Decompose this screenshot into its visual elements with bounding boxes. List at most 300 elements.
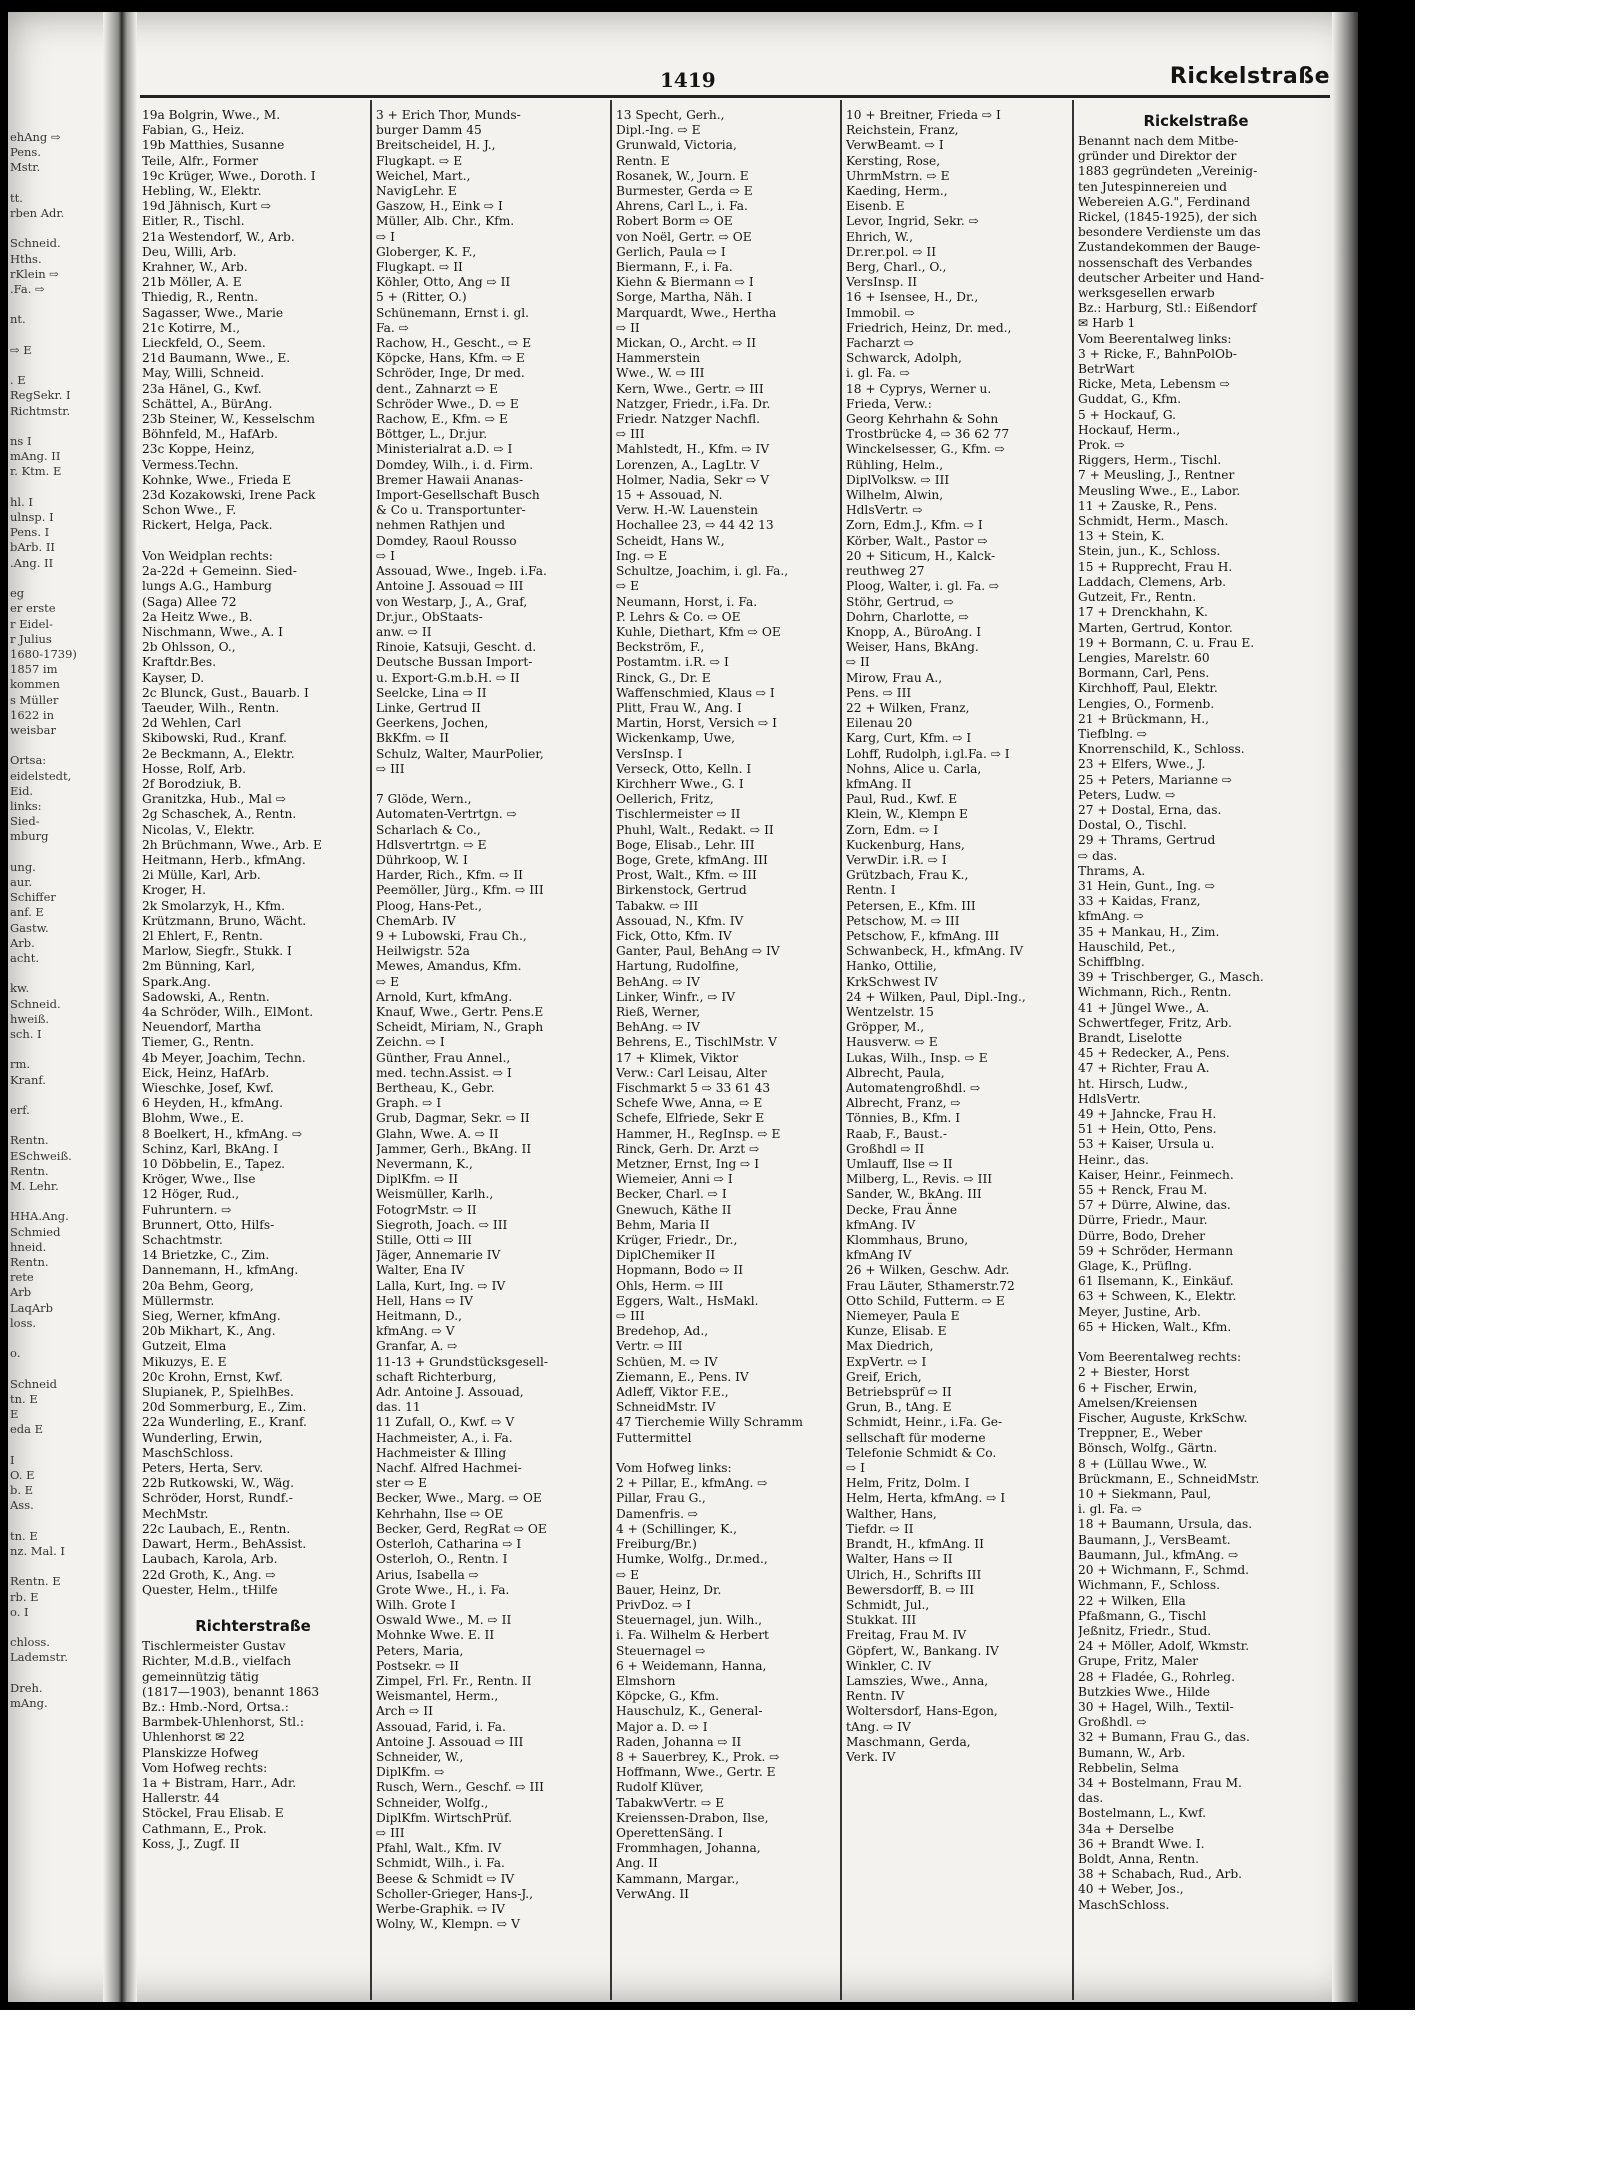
directory-entry-line: Schüen, M. ⇨ IV [616,1354,718,1369]
directory-entry-line [10,571,102,586]
directory-entry-line: FotogrMstr. ⇨ II [376,1202,477,1217]
directory-entry-line: Betriebsprüf ⇨ II [846,1385,952,1400]
directory-entry-line: Peters, Maria, [376,1643,464,1658]
directory-entry-line: 49 + Jahncke, Frau H. [1078,1107,1217,1121]
directory-entry-line: Automatengroßhdl. ⇨ [846,1081,981,1095]
directory-entry-line [10,480,102,495]
directory-entry-line: Gnewuch, Käthe II [616,1202,732,1217]
directory-entry-line [376,777,604,792]
directory-entry-line: Reichstein, Franz, [846,123,959,138]
directory-entry-line: Frommhagen, Johanna, [616,1841,761,1856]
directory-entry-line [10,176,102,191]
directory-entry-line: i. gl. Fa. ⇨ [1078,1502,1142,1517]
directory-entry-line: Lademstr. [10,1650,68,1665]
directory-entry-line: Peemöller, Jürg., Kfm. ⇨ III [376,883,544,898]
directory-entry-line: Friedr. Natzger Nachfl. [616,412,760,427]
directory-entry-line: Natzger, Friedr., i.Fa. Dr. [616,396,771,411]
directory-entry-line: 32 + Bumann, Frau G., das. [1078,1730,1250,1745]
directory-entry-line: Schiffblng. [1078,954,1145,969]
directory-entry-line: rm. [10,1057,31,1072]
directory-entry-line: Pillar, Frau G., [616,1491,706,1506]
directory-entry-line: 22a Wunderling, E., Kranf. [142,1415,307,1430]
directory-entry-line: Tiemer, G., Rentn. [142,1035,255,1050]
directory-entry-line: Bz.: Hmb.-Nord, Ortsa.: [142,1699,289,1714]
directory-entry-line: acht. [10,950,39,965]
directory-entry-line: Pens. I [10,525,50,540]
directory-entry-line: Kaiser, Heinr., Feinmech. [1078,1167,1234,1182]
directory-entry-line: 21d Baumann, Wwe., E. [142,351,291,366]
directory-entry-line [10,966,102,981]
directory-entry-line: PrivDoz. ⇨ I [616,1597,691,1612]
directory-entry-line: Birkenstock, Gertrud [616,883,747,898]
directory-entry-line: Gerlich, Paula ⇨ I [616,244,726,259]
directory-entry-line: Müllermstr. [142,1293,215,1308]
directory-entry-line: Pens. ⇨ III [846,685,912,700]
directory-entry-line: VersInsp. II [846,275,918,290]
directory-entry-line: 38 + Schabach, Rud., Arb. [1078,1867,1243,1882]
directory-entry-line: Petschow, F., kfmAng. III [846,928,1000,943]
directory-entry-line: Eilenau 20 [846,716,913,731]
directory-entry-line: Boge, Elisab., Lehr. III [616,837,755,852]
directory-entry-line: ⇨ I [376,229,395,244]
directory-entry-line: Heitmann, D., [376,1309,462,1324]
directory-entry-line: Grun, B., tAng. E [846,1400,952,1415]
directory-entry-line: Kranf. [10,1072,46,1087]
directory-entry-line: Zimpel, Frl. Fr., Rentn. II [376,1673,532,1688]
directory-entry-line [10,1194,102,1209]
directory-entry-line: lungs A.G., Hamburg [142,579,272,594]
directory-entry-line: Hebling, W., Elektr. [142,184,262,199]
directory-entry-line: 53 + Kaiser, Ursula u. [1078,1137,1215,1152]
directory-entry-line: ⇨ I [376,548,395,563]
directory-entry-line [10,328,102,343]
directory-entry-line: KrkSchwest IV [846,974,938,989]
directory-entry-line: Scheidt, Miriam, N., Graph [376,1020,544,1035]
directory-entry-line: 19 + Bormann, C. u. Frau E. [1078,635,1255,650]
directory-entry-line: Antoine J. Assouad ⇨ III [376,579,524,594]
directory-entry-line: Hachmeister, A., i. Fa. [376,1430,513,1445]
directory-entry-line: 1883 gegründeten „Vereinig- [1078,164,1258,179]
directory-entry-line: 51 + Hein, Otto, Pens. [1078,1122,1217,1137]
directory-entry-line: Lengies, Marelstr. 60 [1078,650,1210,665]
directory-entry-line: 10 + Siekmann, Paul, [1078,1487,1212,1502]
directory-entry-line: 15 + Assouad, N. [616,488,723,503]
directory-entry-line: Dohrn, Charlotte, ⇨ [846,609,969,624]
directory-entry-line: Fischmarkt 5 ⇨ 33 61 43 [616,1081,771,1095]
directory-entry-line: Pfaßmann, G., Tischl [1078,1608,1207,1623]
directory-entry-line: Scholler-Grieger, Hans-J., [376,1886,534,1901]
directory-entry-line: mAng. [10,1695,48,1710]
directory-entry-line: Rinoie, Katsuji, Gescht. d. [376,640,537,655]
directory-entry-line: 2g Schaschek, A., Rentn. [142,807,297,822]
directory-entry-line: 40 + Weber, Jos., [1078,1882,1184,1897]
directory-entry-line: Günther, Frau Annel., [376,1050,511,1065]
directory-entry-line: Georg Kehrhahn & Sohn [846,412,999,427]
directory-entry-line: Kaeding, Herm., [846,184,948,199]
directory-entry-line: Osterloh, O., Rentn. I [376,1552,508,1567]
directory-entry-line: dent., Zahnarzt ⇨ E [376,381,499,396]
directory-entry-line: erf. [10,1103,30,1117]
directory-entry-line: VerwAng. II [616,1886,689,1901]
directory-entry-line: Schiffer [10,890,56,905]
directory-entry-line: Nachf. Alfred Hachmei- [376,1461,522,1476]
directory-entry-line: Brandt, H., kfmAng. II [846,1537,984,1552]
directory-entry-line: Maschmann, Gerda, [846,1734,971,1749]
directory-entry-line: Schon Wwe., F. [142,503,237,518]
directory-entry-line: Jammer, Gerh., BkAng. II [376,1141,532,1156]
directory-entry-line: von Noël, Gertr. ⇨ OE [616,229,752,244]
directory-entry-line: Beese & Schmidt ⇨ IV [376,1871,515,1886]
directory-entry-line: DiplChemiker II [616,1248,716,1263]
directory-entry-line: Oswald Wwe., M. ⇨ II [376,1613,512,1628]
directory-entry-line: Ricke, Meta, Lebensm ⇨ [1078,377,1230,392]
directory-entry-line: nt. [10,312,26,327]
directory-entry-line: TabakwVertr. ⇨ E [616,1795,725,1810]
directory-entry-line: OperettenSäng. I [616,1825,723,1840]
directory-entry-line: Zorn, Edm. ⇨ I [846,822,939,837]
directory-entry-line: Granfar, A. ⇨ [376,1339,458,1354]
directory-entry-line: 24 + Wilken, Paul, Dipl.-Ing., [846,989,1026,1004]
directory-entry-line: Stöhr, Gertrud, ⇨ [846,594,954,609]
directory-entry-line: Hauschulz, K., General- [616,1704,763,1719]
directory-entry-line: 6 + Fischer, Erwin, [1078,1380,1198,1395]
directory-entry-line: Blohm, Wwe., E. [142,1111,244,1126]
directory-entry-line: Thrams, A. [1078,863,1146,878]
directory-entry-line: 34 + Bostelmann, Frau M. [1078,1775,1242,1790]
directory-entry-line: kfmAng. ⇨ [1078,909,1144,924]
directory-entry-line: Wwe., W. ⇨ III [616,366,705,381]
directory-entry-line: Globerger, K. F., [376,244,477,259]
directory-entry-line: Weiser, Hans, BkAng. [846,640,979,655]
directory-entry-line: kw. [10,981,30,996]
directory-entry-line: 26 + Wilken, Geschw. Adr. [846,1263,1010,1278]
directory-entry-line: 8 + Sauerbrey, K., Prok. ⇨ [616,1749,780,1764]
directory-entry-line: Wickenkamp, Uwe, [616,731,736,746]
directory-entry-line: Köhler, Otto, Ang ⇨ II [376,275,511,290]
directory-entry-line: Verw. H.-W. Lauenstein [616,503,758,518]
directory-entry-line: 18 + Cyprys, Werner u. [846,381,992,396]
directory-entry-line: Dürre, Bodo, Dreher [1078,1228,1206,1243]
street-heading: Rickelstraße [1143,112,1249,130]
directory-entry-line: Osterloh, Catharina ⇨ I [376,1537,522,1552]
directory-entry-line: (Saga) Allee 72 [142,594,237,609]
directory-entry-line: Tischlermeister ⇨ II [616,807,741,822]
directory-entry-line: kommen [10,677,60,692]
directory-entry-line: LaqArb [10,1300,54,1315]
directory-entry-line: 2 + Pillar, E., kfmAng. ⇨ [616,1476,768,1491]
directory-column-4 [846,108,1066,1765]
directory-entry-line: Adr. Antoine J. Assouad, [376,1385,524,1400]
directory-entry-line: Kersting, Rose, [846,153,941,168]
directory-entry-line: Petersen, E., Kfm. III [846,898,976,913]
directory-entry-line: Hosse, Rolf, Arb. [142,761,246,776]
directory-entry-line: Verw.: Carl Leisau, Alter [616,1065,767,1080]
directory-entry-line: Berg, Charl., O., [846,260,947,275]
directory-entry-line: Sieg, Werner, kfmAng. [142,1309,281,1324]
directory-entry-line: Wichmann, Rich., Rentn. [1078,985,1232,1000]
directory-entry-line: Schefe, Elfriede, Sekr E [616,1111,765,1126]
directory-entry-line: Verseck, Otto, Kelln. I [616,761,752,776]
directory-entry-line: Nicolas, V., Elektr. [142,822,255,837]
directory-entry-line: Sadowski, A., Rentn. [142,989,270,1004]
directory-entry-line: Hochallee 23, ⇨ 44 42 13 [616,518,774,533]
directory-entry-line: Boldt, Anna, Rentn. [1078,1851,1200,1866]
directory-entry-line: Deutsche Bussan Import- [376,655,533,670]
directory-entry-line: Peters, Ludw. ⇨ [1078,787,1176,802]
directory-entry-line: Flugkapt. ⇨ II [376,260,463,275]
directory-entry-line: 6 + Weidemann, Hanna, [616,1658,767,1673]
directory-entry-line: Hammerstein [616,351,701,366]
directory-entry-line: hl. I [10,494,33,509]
directory-entry-line: Kraftdr.Bes. [142,655,217,670]
directory-entry-line: RegSekr. I [10,388,71,403]
directory-entry-line: (1817—1903), benannt 1863 [142,1684,320,1699]
directory-entry-line: burger Damm 45 [376,123,482,138]
directory-entry-line: 35 + Mankau, H., Zim. [1078,924,1220,939]
directory-entry-line: Ang. II [616,1856,658,1871]
directory-entry-line: Heilwigstr. 52a [376,944,470,959]
directory-entry-line: Ziemann, E., Pens. IV [616,1369,749,1384]
directory-entry-line: Knorrenschild, K., Schloss. [1078,742,1245,757]
directory-entry-line: Koss, J., Zugf. II [142,1836,240,1851]
directory-column-5 [1078,108,1314,1913]
directory-entry-line: Rieß, Werner, [616,1004,701,1019]
directory-entry-line: ns I [10,434,32,449]
directory-entry-line: Siegroth, Joach. ⇨ III [376,1217,508,1232]
directory-entry-line: Boge, Grete, kfmAng. III [616,852,768,867]
directory-entry-line: 36 + Brandt Wwe. I. [1078,1836,1205,1851]
book-gutter [103,12,137,2002]
directory-entry-line: Vom Beerentalweg links: [1078,331,1232,346]
directory-entry-line: DiplKfm. WirtschPrüf. [376,1810,512,1825]
column-divider [370,100,372,2000]
directory-entry-line: 15 + Rupprecht, Frau H. [1078,559,1233,574]
directory-entry-line: Lukas, Wilh., Insp. ⇨ E [846,1050,988,1065]
directory-entry-line: Stukkat. III [846,1613,917,1628]
directory-entry-line: 8 + (Lüllau Wwe., W. [1078,1456,1208,1471]
directory-entry-line: Laddach, Clemens, Arb. [1078,574,1227,589]
directory-entry-line: 2d Wehlen, Carl [142,716,242,731]
directory-entry-line: Levor, Ingrid, Sekr. ⇨ [846,214,979,229]
directory-entry-line: r Eidel- [10,616,53,631]
directory-entry-line: 63 + Schween, K., Elektr. [1078,1289,1237,1304]
directory-entry-line: nossenschaft des Verbandes [1078,255,1253,270]
directory-entry-line: Schünemann, Ernst i. gl. [376,305,530,320]
directory-entry-line: anw. ⇨ II [376,624,432,639]
directory-entry-line: ⇨ E [616,1567,639,1582]
directory-entry-line: Niemeyer, Paula E [846,1309,960,1324]
directory-entry-line: MaschSchloss. [1078,1897,1170,1912]
directory-entry-line: Tiefblng. ⇨ [1078,726,1148,741]
directory-entry-line: Knopp, A., BüroAng. I [846,624,982,639]
directory-entry-line: Telefonie Schmidt & Co. [846,1445,997,1460]
directory-entry-line: Schwarck, Adolph, [846,351,962,366]
directory-entry-line: Vertr. ⇨ III [616,1339,683,1354]
directory-entry-line: 21b Möller, A. E [142,275,242,290]
directory-entry-line: Heitmann, Herb., kfmAng. [142,852,306,867]
directory-entry-line: MaschSchloss. [142,1445,234,1460]
directory-entry-line: Becker, Charl. ⇨ I [616,1187,727,1202]
directory-entry-line: Kammann, Margar., [616,1871,740,1886]
directory-entry-line: Plitt, Frau W., Ang. I [616,700,742,715]
directory-entry-line: Meusling Wwe., E., Labor. [1078,483,1241,498]
directory-entry-line: .Fa. ⇨ [10,282,45,297]
directory-entry-line: nz. Mal. I [10,1543,65,1558]
directory-entry-line: 45 + Redecker, A., Pens. [1078,1046,1230,1061]
directory-entry-line: ⇨ III [376,761,405,776]
directory-entry-line: 2m Bünning, Karl, [142,959,255,974]
directory-entry-line: kfmAng. II [846,776,912,791]
directory-entry-line: eda E [10,1422,44,1437]
directory-entry-line: ⇨ I [846,1461,865,1476]
directory-entry-line: ulnsp. I [10,510,54,525]
directory-entry-line: Wieschke, Josef, Kwf. [142,1081,274,1095]
directory-entry-line: Tiefdr. ⇨ II [846,1521,914,1536]
directory-entry-line: E [10,1407,19,1422]
directory-entry-line: Grote Wwe., H., i. Fa. [376,1582,510,1597]
directory-entry-line: Import-Gesellschaft Busch [376,488,540,503]
directory-entry-line: May, Willi, Schneid. [142,366,265,381]
directory-entry-line: Hell, Hans ⇨ IV [376,1293,473,1308]
directory-entry-line: Planskizze Hofweg [142,1745,259,1760]
directory-entry-line: 2h Brüchmann, Wwe., Arb. E [142,837,322,852]
directory-entry-line: Mahlstedt, H., Kfm. ⇨ IV [616,442,770,457]
directory-entry-line: Humke, Wolfg., Dr.med., [616,1552,768,1567]
directory-entry-line: Steuernagel ⇨ [616,1643,706,1658]
directory-entry-line: Amelsen/Kreiensen [1078,1395,1198,1410]
directory-entry-line: Hallerstr. 44 [142,1791,220,1806]
directory-entry-line: gründer und Direktor der [1078,149,1237,164]
directory-entry-line: 1622 in [10,707,55,722]
directory-entry-line: Walter, Ena IV [376,1263,465,1278]
directory-entry-line: Winckelsesser, G., Kfm. ⇨ [846,442,1005,457]
directory-entry-line: Becker, Wwe., Marg. ⇨ OE [376,1491,542,1506]
directory-entry-line: werksgesellen erwarb [1078,286,1215,301]
directory-entry-line: Hausverw. ⇨ E [846,1035,938,1050]
directory-column-1 [142,108,364,1852]
directory-entry-line: Vom Hofweg rechts: [142,1760,268,1775]
directory-entry-line: gemeinnützig tätig [142,1669,259,1684]
directory-entry-line: 21c Kotirre, M., [142,320,240,335]
directory-entry-line [10,1666,102,1681]
directory-entry-line: Brunnert, Otto, Hilfs- [142,1217,275,1232]
directory-entry-line: Kreienssen-Drabon, Ilse, [616,1810,769,1825]
directory-entry-line: 3 + Erich Thor, Munds- [376,108,521,122]
directory-entry-line: Ganter, Paul, BehAng ⇨ IV [616,944,780,959]
directory-entry-line: eg [10,586,25,601]
directory-entry-line: Marten, Gertrud, Kontor. [1078,620,1233,635]
directory-entry-line: reuthweg 27 [846,564,925,579]
directory-entry-line: u. Export-G.m.b.H. ⇨ II [376,670,520,685]
directory-entry-line: Krahner, W., Arb. [142,260,248,275]
directory-entry-line: Major a. D. ⇨ I [616,1719,708,1734]
directory-entry-line: mburg [10,829,49,844]
directory-entry-line: 5 + (Ritter, O.) [376,290,467,305]
directory-entry-line: 4 + (Schillinger, K., [616,1521,738,1536]
directory-entry-line: Bormann, Carl, Pens. [1078,666,1210,681]
directory-entry-line: tn. E [10,1528,38,1543]
directory-entry-line: Bremer Hawaii Ananas- [376,472,524,487]
directory-entry-line: 2i Mülle, Karl, Arb. [142,868,261,883]
directory-entry-line: eidelstedt, [10,768,72,783]
directory-entry-line: Bostelmann, L., Kwf. [1078,1806,1207,1821]
directory-entry-line: 28 + Fladée, G., Rohrleg. [1078,1669,1235,1684]
directory-entry-line: Granitzka, Hub., Mal ⇨ [142,792,286,807]
directory-entry-line: Schröder Wwe., D. ⇨ E [376,396,519,411]
directory-entry-line: 4b Meyer, Joachim, Techn. [142,1050,306,1065]
directory-entry-line: Greif, Erich, [846,1369,922,1384]
directory-entry-line: 1680-1739) [10,646,77,661]
directory-entry-line: Schmidt, Wilh., i. Fa. [376,1856,505,1871]
directory-entry-line: Skibowski, Rud., Kranf. [142,731,287,746]
directory-entry-line: Phuhl, Walt., Redakt. ⇨ II [616,822,774,837]
directory-entry-line: Schultze, Joachim, i. gl. Fa., [616,564,789,579]
directory-entry-line: Tischlermeister Gustav [142,1639,286,1654]
directory-entry-line: 20 + Siticum, H., Kalck- [846,548,996,563]
directory-entry-line: Mewes, Amandus, Kfm. [376,959,522,974]
directory-entry-line: 17 + Klimek, Viktor [616,1050,739,1065]
directory-entry-line: Köpcke, G., Kfm. [616,1689,720,1704]
directory-entry-line: Benannt nach dem Mitbe- [1078,134,1239,148]
directory-entry-line: Beckström, F., [616,640,705,655]
directory-entry-line: HdlsVertr. [1078,1091,1141,1106]
directory-entry-line: Assouad, Wwe., Ingeb. i.Fa. [376,564,547,579]
directory-entry-line: Becker, Gerd, RegRat ⇨ OE [376,1521,547,1536]
directory-entry-line: Stein, jun., K., Schloss. [1078,544,1221,559]
directory-entry-line: Decke, Frau Änne [846,1202,958,1217]
directory-entry-line: Schefe Wwe, Anna, ⇨ E [616,1096,763,1111]
directory-entry-line: Rentn. I [846,883,896,898]
directory-entry-line: Oellerich, Fritz, [616,792,714,807]
directory-entry-line: 4a Schröder, Wilh., ElMont. [142,1004,314,1019]
directory-entry-line: Lamszies, Wwe., Anna, [846,1673,989,1688]
directory-entry-line: Woltersdorf, Hans-Egon, [846,1704,998,1719]
directory-entry-line: Schröder, Inge, Dr med. [376,366,525,381]
directory-entry-line: Hoffmann, Wwe., Gertr. E [616,1765,776,1780]
directory-entry-line: DiplVolksw. ⇨ III [846,472,950,487]
directory-entry-line: Behrens, E., TischlMstr. V [616,1035,777,1050]
directory-entry-line [10,1513,102,1528]
directory-entry-line: Lohff, Rudolph, i.gl.Fa. ⇨ I [846,746,1010,761]
directory-entry-line: nehmen Rathjen und [376,518,506,533]
directory-entry-line: 20b Mikhart, K., Ang. [142,1324,276,1339]
directory-entry-line: Quester, Helm., tHilfe [142,1582,278,1597]
directory-entry-line: Ortsa: [10,753,47,768]
directory-entry-line: Dreh. [10,1680,43,1695]
directory-entry-line: 27 + Dostal, Erna, das. [1078,802,1222,817]
directory-entry-line: BehAng. ⇨ IV [616,1020,700,1035]
directory-entry-line: Schneider, W., [376,1749,464,1764]
directory-entry-line: Damenfris. ⇨ [616,1506,699,1521]
directory-entry-line: Hdlsvertrtgn. ⇨ E [376,837,487,852]
directory-entry-line: Grupe, Fritz, Maler [1078,1654,1199,1669]
directory-entry-line: Rachow, H., Gescht., ⇨ E [376,336,532,351]
directory-entry-line: Thiedig, R., Rentn. [142,290,258,305]
directory-entry-line: Wilh. Grote I [376,1597,456,1612]
directory-entry-line: ChemArb. IV [376,913,456,928]
directory-entry-line: 2c Blunck, Gust., Bauarb. I [142,685,309,700]
directory-entry-line: I [10,1452,15,1467]
directory-entry-line: Harder, Rich., Kfm. ⇨ II [376,868,523,883]
directory-entry-line: Dr.jur., ObStaats- [376,609,483,624]
directory-entry-line: Linker, Winfr., ⇨ IV [616,989,736,1004]
directory-entry-line: rben Adr. [10,206,65,221]
directory-entry-line: VerwBeamt. ⇨ I [846,138,944,153]
directory-entry-line: Bumann, W., Arb. [1078,1745,1186,1760]
directory-entry-line: Kroger, H. [142,883,207,898]
directory-entry-line: 41 + Jüngel Wwe., A. [1078,1000,1210,1015]
directory-entry-line: deutscher Arbeiter und Hand- [1078,270,1264,285]
